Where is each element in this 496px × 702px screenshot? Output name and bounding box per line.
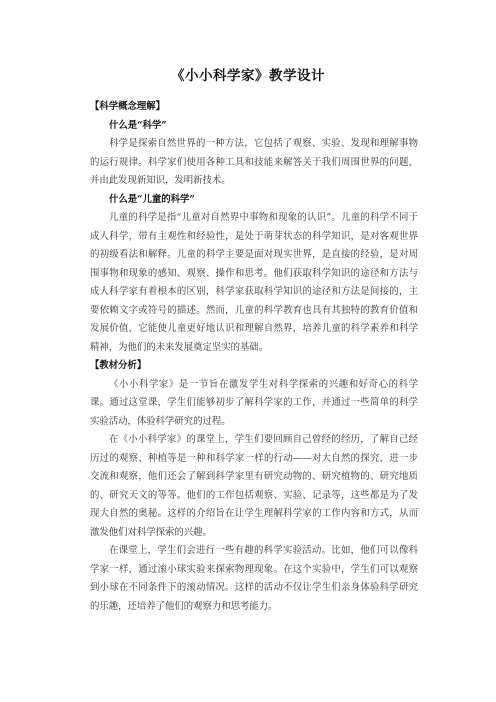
- section-heading-textbook-analysis: 【教材分析】: [90, 360, 147, 371]
- subheading-children-science: 什么是“儿童的科学”: [109, 193, 195, 205]
- document-body: [90, 98, 418, 616]
- paragraph-science-definition: 科学是探索自然世界的一种方法，它包括了观察、实验、发现和理解事物的运行规律。科学家们使用各种工具和技能来解答关于我们周围世界的问题，并由此发现新知识，发明新技术。: [90, 138, 418, 186]
- subheading-what-is-science: 什么是“科学”: [109, 119, 167, 131]
- paragraph-analysis-experiment: 在课堂上，学生们会进行一些有趣的科学实验活动。比如，他们可以像科学家一样，通过滚小球实验来探索物理现象。在这个实验中，学生们可以观察到小球在不同条件下的滚动情况。这样的活动不仅让学生们亲身体验科学研究的乐趣，还培养了他们的观察力和思考能力。: [90, 545, 418, 612]
- paragraph-analysis-intro: 《小小科学家》是一节旨在激发学生对科学探索的兴趣和好奇心的科学课。通过这堂课，学生们能够初步了解科学家的工作，并通过一些简单的科学实验活动，体验科学研究的过程。: [90, 378, 418, 427]
- paragraph-children-science: 儿童的科学是指“儿童对自然界中事物和现象的认识”。儿童的科学不同于成人科学，带有主观性和经验性，是处于萌芽状态的科学知识，是对客观世界的初级看法和解释。儿童的科学主要是面对现实世界，是直接的经验，是对周围事物和现象的感知、观察、操作和思考。他们获取科学知识的途径和方法与成人科学家有着根本的区别，科学家获取科学知识的途径和方法是间接的，主要依赖文字或符号的描述。然而，儿童的科学教育也具有其独特的教育价值和发展价值，它能使儿童更好地认识和理解自然界，培养儿童的科学素养和科学精神，为他们的未来发展奠定坚实的基础。: [90, 212, 418, 353]
- document-title: 《小小科学家》教学设计: [171, 68, 325, 84]
- paragraph-analysis-classroom: 在《小小科学家》的课堂上，学生们要回顾自己曾经的经历，了解自己经历过的观察、种植等是一种和科学家一样的行动——对大自然的探究，进一步交流和观察，他们还会了解到科学家里有研究动物的、研究植物的、研究地质的、研究天文的等等。他们的工作包括观察、实验、记录等，这些都是为了发现大自然的奥秘。这样的介绍旨在让学生理解科学家的工作内容和方式，从而激发他们对科学探索的兴趣。: [90, 434, 418, 538]
- section-heading-concept: 【科学概念理解】: [90, 101, 166, 112]
